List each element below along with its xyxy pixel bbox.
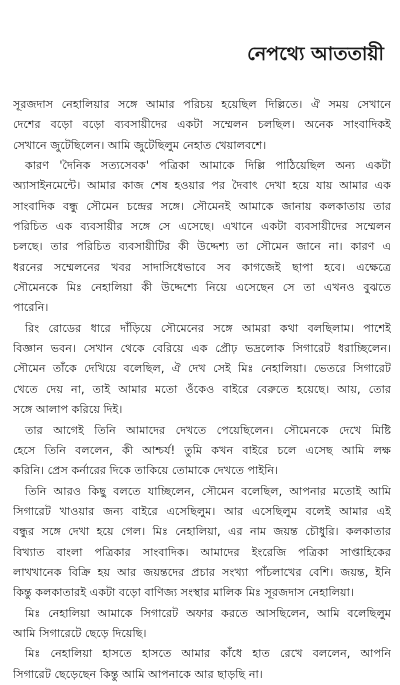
text-line: আমি সিগারেটে ছেড়ে দিয়েছি। — [13, 626, 147, 640]
paragraph — [13, 644, 391, 685]
text-line: চলছে। তার পরিচিত ব্যবসায়ীটির কী উদ্দেশ্য তা সৌমেন জানে না। কারণ এ — [13, 240, 391, 254]
text-line: বিজ্ঞান ভবন। সেখান থেকে বেরিয়ে এক প্রৌঢ় ভদ্রলোক সিগারেট ধরাচ্ছিলেন। — [13, 342, 391, 356]
paragraph — [13, 319, 391, 421]
text-line: লাখখানেক বিক্রি হয় আর জয়ন্তদের প্রচার সংখ্যা পাঁচলাখের বেশি। জয়ন্ত, ইনি — [13, 565, 391, 579]
text-line: মিঃ নেহালিয়া হাসতে হাসতে আমার কাঁধে হাত রেখে বললেন, আপনি — [25, 647, 391, 661]
paragraph — [13, 156, 391, 319]
paragraph — [13, 95, 391, 156]
text-line: ধরনের সম্মেলনের খবর সাদাসিধেভাবে সব কাগজেই ছাপা হবে। এক্ষেত্রে — [13, 260, 391, 274]
text-line: পারেনি। — [13, 301, 49, 315]
text-line: বিখ্যাত বাংলা পত্রিকার সাংবাদিক। আমাদের ইংরেজি পত্রিকা সাপ্তাহিকের — [13, 545, 391, 559]
text-line: সেখানে জুটেছিলেন। আমি জুটেছিলুম নেহাত খেয়ালবশে। — [13, 138, 267, 152]
paragraph — [13, 482, 391, 604]
text-line: মিঃ নেহালিয়া আমাকে সিগারেট অফার করতে আসছিলেন, আমি বলেছিলুম — [25, 606, 391, 620]
text-line: করিনি। প্রেস কর্নারের দিকে তাকিয়ে তোমাকে দেখতে পাইনি। — [13, 464, 279, 478]
text-line: রিং রোডের ধারে দাঁড়িয়ে সৌমেনের সঙ্গে আমরা কথা বলছিলাম। পাশেই — [25, 321, 391, 335]
text-line: বন্ধুর সঙ্গে দেখা হয়ে গেল। মিঃ নেহালিয়া, এর নাম জয়ন্ত চৌধুরি। কলকাতার — [13, 525, 391, 539]
body-text — [13, 95, 391, 685]
text-line: সৌমেন তাঁকে দেখিয়ে বলেছিল, ঐ দেখ সেই মিঃ নেহালিয়া। ভেতরে সিগারেট — [13, 362, 391, 376]
chapter-title: নেপথ্যে আততায়ী — [247, 43, 384, 65]
text-line: সাংবাদিক বন্ধু সৌমেন চন্দ্রের সঙ্গে। সৌমেনই আমাকে জানায় কলকাতায় তার — [13, 199, 391, 213]
text-line: হেসে তিনি বললেন, কী আশ্চর্য! তুমি কখন বাইরে চলে এসেছ আমি লক্ষ — [13, 443, 391, 457]
text-line: সঙ্গে আলাপ করিয়ে দিই। — [13, 403, 123, 417]
text-line: খেতে দেয় না, তাই আমার মতো ওঁকেও বাইরে বেরুতে হয়েছে। আয়, তোর — [13, 382, 391, 396]
paragraph — [13, 421, 391, 482]
text-line: সিগারেট খাওয়ার জন্য বাইরে এসেছিলুম। আর এসেছিলুম বলেই আমার এই — [13, 504, 391, 518]
text-line: তিনি আরও কিছু বলতে যাচ্ছিলেন, সৌমেন বলেছিল, আপনার মতোই আমি — [25, 484, 391, 498]
text-line: সৌমেনকে মিঃ নেহালিয়া কী উদ্দেশ্যে নিয়ে এসেছেন সে তা এখনও বুঝতে — [13, 281, 391, 295]
text-line: সূরজদাস নেহালিয়ার সঙ্গে আমার পরিচয় হয়েছিল দিল্লিতে। ঐ সময় সেখানে — [13, 98, 391, 111]
text-line: কিন্তু কলকাতারই একটা বড়ো বাণিজ্য সংস্থার মালিক মিঃ সূরজদাস নেহালিয়া। — [13, 586, 354, 600]
text-line: তার আগেই তিনি আমাদের দেখতে পেয়েছিলেন। সৌমেনকে দেখে মিষ্টি — [25, 423, 391, 437]
text-line: পরিচিত এক ব্যবসায়ীর সঙ্গে সে এসেছে। এখানে একটা ব্যবসায়ীদের সম্মেলন — [13, 220, 391, 234]
text-line: দেশের বড়ো বড়ো ব্যবসায়ীদের একটা সম্মেলন চলছিল। অনেক সাংবাদিকই — [13, 118, 391, 132]
paragraph — [13, 604, 391, 645]
text-line: অ্যাসাইনমেন্টে। আমার কাজ শেষ হওয়ার পর দৈবাৎ দেখা হয়ে যায় আমার এক — [13, 179, 391, 193]
text-line: কারণ 'দৈনিক সত্যসেবক' পত্রিকা আমাকে দিল্লি পাঠিয়েছিল অন্য একটা — [25, 159, 391, 173]
text-line: সিগারেট ছেড়েছেন কিন্তু আমি আপনাকে আর ছাড়ছি না। — [13, 667, 263, 681]
